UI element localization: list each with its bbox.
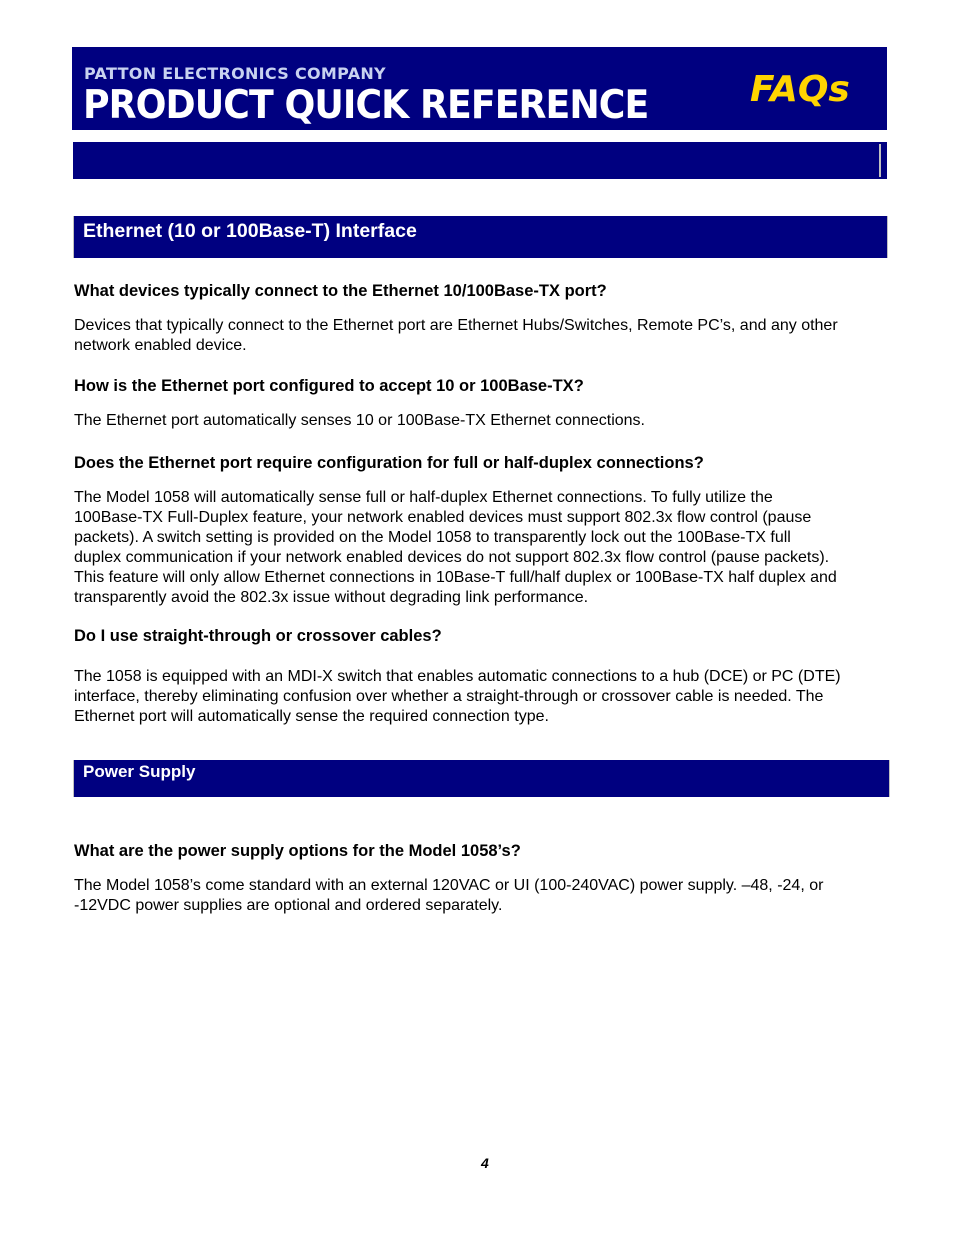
faq-answer xyxy=(74,488,904,608)
answer-line: 100Base-TX Full-Duplex feature, your network enabled devices must support 802.3x flow control (pause xyxy=(74,509,812,526)
subtitle-bar-edge xyxy=(879,144,881,177)
answer-line: The 1058 is equipped with an MDI-X switch that enables automatic connections to a hub (DCE) or PC (DTE) xyxy=(74,668,841,685)
answer-line: transparently avoid the 802.3x issue without degrading link performance. xyxy=(74,589,589,606)
answer-line: duplex communication if your network enabled devices do not support 802.3x flow control (pause packets). xyxy=(74,549,830,566)
answer-line: Ethernet port will automatically sense the required connection type. xyxy=(74,708,549,725)
faq-answer xyxy=(74,411,904,431)
section-title-power-supply: Power Supply xyxy=(83,762,196,781)
answer-line: The Model 1058 will automatically sense full or half-duplex Ethernet connections. To fully utilize the xyxy=(74,489,773,506)
faq-question: What devices typically connect to the Ethernet 10/100Base-TX port? xyxy=(74,282,607,300)
faq-answer xyxy=(74,876,904,916)
section-bar-edge xyxy=(887,216,888,258)
subtitle-bar xyxy=(73,142,887,179)
faq-question: How is the Ethernet port configured to accept 10 or 100Base-TX? xyxy=(74,377,584,395)
section-header-power-supply xyxy=(73,760,890,797)
answer-line: This feature will only allow Ethernet connections in 10Base-T full/half duplex or 100Base-TX half duplex and xyxy=(74,569,837,586)
answer-line: packets). A switch setting is provided on the Model 1058 to transparently lock out the 100Base-TX full xyxy=(74,529,791,546)
faq-answer xyxy=(74,316,904,356)
answer-line: Devices that typically connect to the Ethernet port are Ethernet Hubs/Switches, Remote PC’s, and any other xyxy=(74,317,838,334)
faqs-badge: FAQs xyxy=(750,69,850,110)
answer-line: network enabled device. xyxy=(74,337,247,354)
answer-line: The Model 1058’s come standard with an external 120VAC or UI (100-240VAC) power supply. –48, -24, or xyxy=(74,877,824,894)
faq-question: What are the power supply options for the Model 1058’s? xyxy=(74,842,521,860)
page-number: 4 xyxy=(481,1155,489,1171)
section-title-ethernet: Ethernet (10 or 100Base-T) Interface xyxy=(83,220,417,242)
answer-line: The Ethernet port automatically senses 10 or 100Base-TX Ethernet connections. xyxy=(74,412,645,429)
section-header-ethernet xyxy=(73,216,888,258)
faq-question: Does the Ethernet port require configuration for full or half-duplex connections? xyxy=(74,454,704,472)
answer-line: interface, thereby eliminating confusion over whether a straight-through or crossover cable is needed. The xyxy=(74,688,824,705)
faq-question: Do I use straight-through or crossover cables? xyxy=(74,627,442,645)
product-title: PRODUCT QUICK REFERENCE xyxy=(83,83,649,128)
company-name: PATTON ELECTRONICS COMPANY xyxy=(84,64,386,83)
section-bar-edge xyxy=(889,760,890,797)
answer-line: -12VDC power supplies are optional and ordered separately. xyxy=(74,897,503,914)
header-banner xyxy=(72,47,887,130)
faq-answer xyxy=(74,667,904,727)
